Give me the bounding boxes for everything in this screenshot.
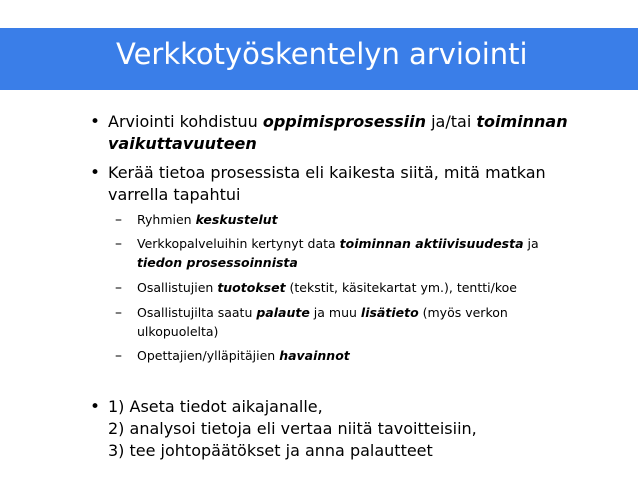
round-bullet-icon: •: [90, 163, 101, 183]
sub-text: ja: [523, 236, 539, 251]
bullet-1-line-2: [108, 133, 257, 155]
title-bar: [0, 28, 638, 90]
emphasis-text: keskustelut: [195, 212, 278, 227]
emphasis-text: toiminnan aktiivisuudesta: [339, 236, 524, 251]
sub-bullet-1: [137, 210, 278, 229]
sub-text: Ryhmien: [137, 212, 196, 227]
bullet-3-line-1: 1) Aseta tiedot aikajanalle,: [108, 397, 323, 416]
sub-text: ja muu: [309, 305, 361, 320]
bullet-text: Arviointi kohdistuu: [108, 112, 263, 131]
slide-title: Verkkotyöskentelyn arviointi: [116, 37, 528, 71]
sub-text: (myös verkon: [418, 305, 508, 320]
emphasis-text: lisätieto: [360, 305, 419, 320]
en-dash-icon: –: [115, 212, 122, 228]
sub-bullet-4-line-2: ulkopuolelta): [137, 324, 219, 339]
bullet-1-line-1: [108, 111, 568, 133]
emphasis-text: palaute: [256, 305, 310, 320]
emphasis-text: havainnot: [279, 348, 350, 363]
bullet-3-line-3: 3) tee johtopäätökset ja anna palautteet: [108, 441, 433, 460]
sub-bullet-5: [137, 346, 350, 365]
sub-text: Osallistujilta saatu: [137, 305, 257, 320]
emphasis-text: oppimisprosessiin: [262, 112, 427, 131]
sub-bullet-4-line-1: [137, 303, 508, 322]
en-dash-icon: –: [115, 280, 122, 296]
sub-text: Osallistujien: [137, 280, 218, 295]
emphasis-text: vaikuttavuuteen: [108, 134, 257, 153]
sub-text: Opettajien/ylläpitäjien: [137, 348, 280, 363]
bullet-2-line-2: varrella tapahtui: [108, 185, 241, 204]
sub-bullet-3: [137, 278, 517, 297]
en-dash-icon: –: [115, 305, 122, 321]
sub-bullet-2-line-1: [137, 234, 539, 253]
bullet-2-line-1: Kerää tietoa prosessista eli kaikesta siitä, mitä matkan: [108, 163, 546, 182]
round-bullet-icon: •: [90, 112, 101, 132]
emphasis-text: toiminnan: [476, 112, 568, 131]
en-dash-icon: –: [115, 236, 122, 252]
en-dash-icon: –: [115, 348, 122, 364]
sub-text: Verkkopalveluihin kertynyt data: [137, 236, 340, 251]
sub-bullet-2-line-2: [137, 253, 298, 272]
emphasis-text: tuotokset: [217, 280, 286, 295]
bullet-3-line-2: 2) analysoi tietoja eli vertaa niitä tavoitteisiin,: [108, 419, 477, 438]
bullet-text: ja/tai: [426, 112, 477, 131]
round-bullet-icon: •: [90, 397, 101, 417]
emphasis-text: tiedon prosessoinnista: [137, 255, 298, 270]
sub-text: (tekstit, käsitekartat ym.), tentti/koe: [285, 280, 517, 295]
